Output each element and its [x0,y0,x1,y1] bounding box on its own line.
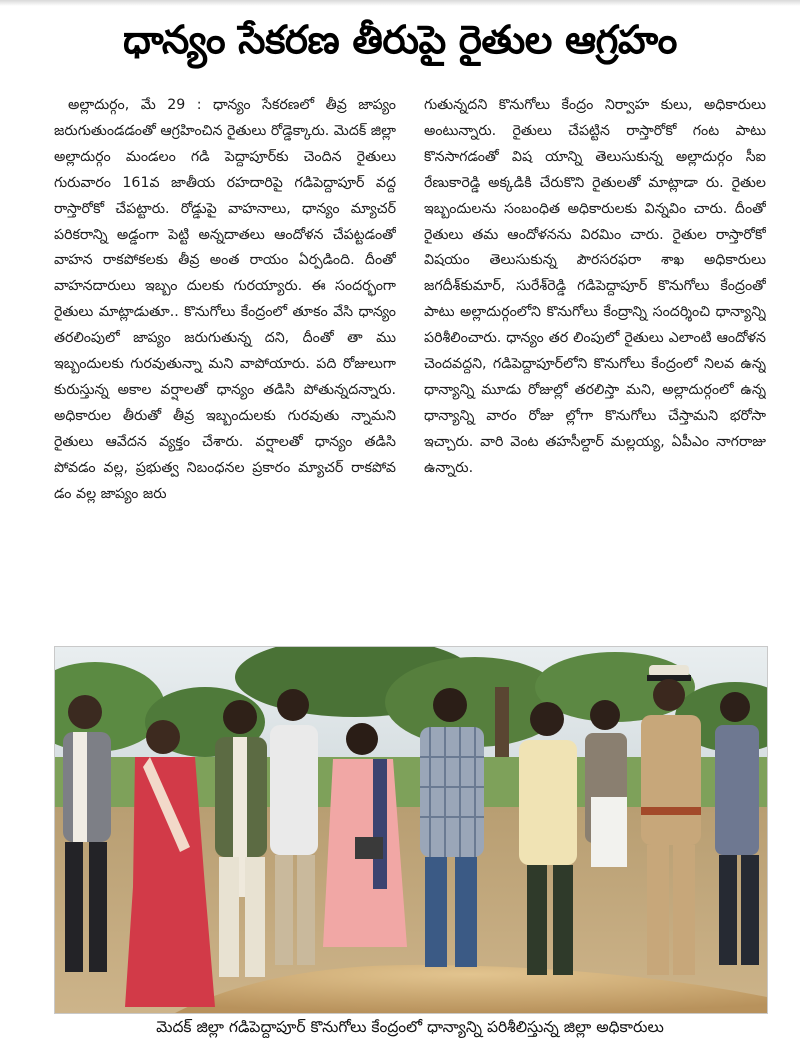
news-photo [54,646,768,1014]
article-paragraph-1: అల్లాదుర్గం, మే 29 : ధాన్యం సేకరణలో తీవ్ర జాప్యం జరుగుతుండడంతో ఆగ్రహించిన రైతులు రోడ్డెక్కారు. మెదక్ జిల్లా అల్లాదుర్గం మండలం గడి పెద్దాపూర్‌కు చెందిన రైతులు గురువారం 161వ జాతీయ రహదారిపై గడిపెద్దాపూర్ వద్ద రాస్తారోకో చేపట్టారు. రోడ్డుపై వాహనాలు, ధాన్యం మ్యాచర్ పరికరాన్ని అడ్డంగా పెట్టి అన్నదాతలు ఆందోళన చేపట్టడంతో వాహన రాకపోకలకు తీవ్ర అంత రాయం ఏర్పడింది. దీంతో వాహనదారులు ఇబ్బం దులకు గురయ్యారు. ఈ సందర్భంగా రైతులు మాట్లాడుతూ.. కొనుగోలు కేంద్రంలో తూకం వేసి ధాన్యం తరలింపులో జాప్యం జరుగుతున్న దని, దీంతో తా ము ఇబ్బందులకు గురవుతున్నా మని వాపోయారు. పది రోజులుగా కురుస్తున్న అకాల వర్షాలతో ధాన్యం తడిసి పోతున్నదన్నారు. అధికారుల తీరుతో తీవ్ర ఇబ్బందులకు గురవుతు న్నామని రైతులు ఆవేదన వ్యక్తం చేశారు. వర్షాలతో ధాన్యం తడిసి పోవడం వల్ల, ప్రభుత్వ నిబంధనల ప్రకారం మ్యాచర్ రాకపోవ డం వల్ల జాప్యం జరు [54,97,396,502]
page-top-rule [0,0,800,6]
headline: ధాన్యం సేకరణ తీరుపై రైతుల ఆగ్రహం [123,18,677,63]
news-photo-illustration [55,647,767,1013]
article-body [54,93,766,625]
article-paragraph-2: గుతున్నదని కొనుగోలు కేంద్రం నిర్వాహ కులు, అధికారులు అంటున్నారు. రైతులు చేపట్టిన రాస్తారోకో గంట పాటు కొనసాగడంతో విష యాన్ని తెలుసుకున్న అల్లాదుర్గం సీఐ రేణుకారెడ్డి అక్కడికి చేరుకొని రైతులతో మాట్లాడా రు. రైతుల ఇబ్బందులను సంబంధిత అధికారులకు విన్నవిం చారు. దీంతో రైతులు తమ ఆందోళనను విరమిం చారు. రైతుల రాస్తారోకో విషయం తెలుసుకున్న పౌరసరఫరా శాఖ అధికారులు జగదీశ్‌కుమార్, సురేశ్‌రెడ్డి గడిపెద్దాపూర్ కొనుగోలు కేంద్రంతో పాటు అల్లాదుర్గంలోని కొనుగోలు కేంద్రాన్ని సందర్శించి ధాన్యాన్ని పరిశీలించారు. ధాన్యం తర లింపులో రైతులు ఎలాంటి ఆందోళన చెందవద్దని, గడిపెద్దాపూర్‌లోని కొనుగోలు కేంద్రంలో నిలవ ఉన్న ధాన్యాన్ని మూడు రోజుల్లో తరలిస్తా మని, అల్లాదుర్గంలో ఉన్న ధాన్యాన్ని వారం రోజు ల్లోగా కొనుగోలు చేస్తామని భరోసా ఇచ్చారు. వారి వెంట తహసీల్దార్ మల్లయ్య, ఏపీఎం నాగరాజు ఉన్నారు. [424,97,766,476]
article-column-left [54,93,396,625]
article-column-right [424,93,766,625]
photo-caption: మెదక్ జిల్లా గడిపెద్దాపూర్ కొనుగోలు కేంద్రంలో ధాన్యాన్ని పరిశీలిస్తున్న జిల్లా అధికారులు [156,1018,664,1036]
